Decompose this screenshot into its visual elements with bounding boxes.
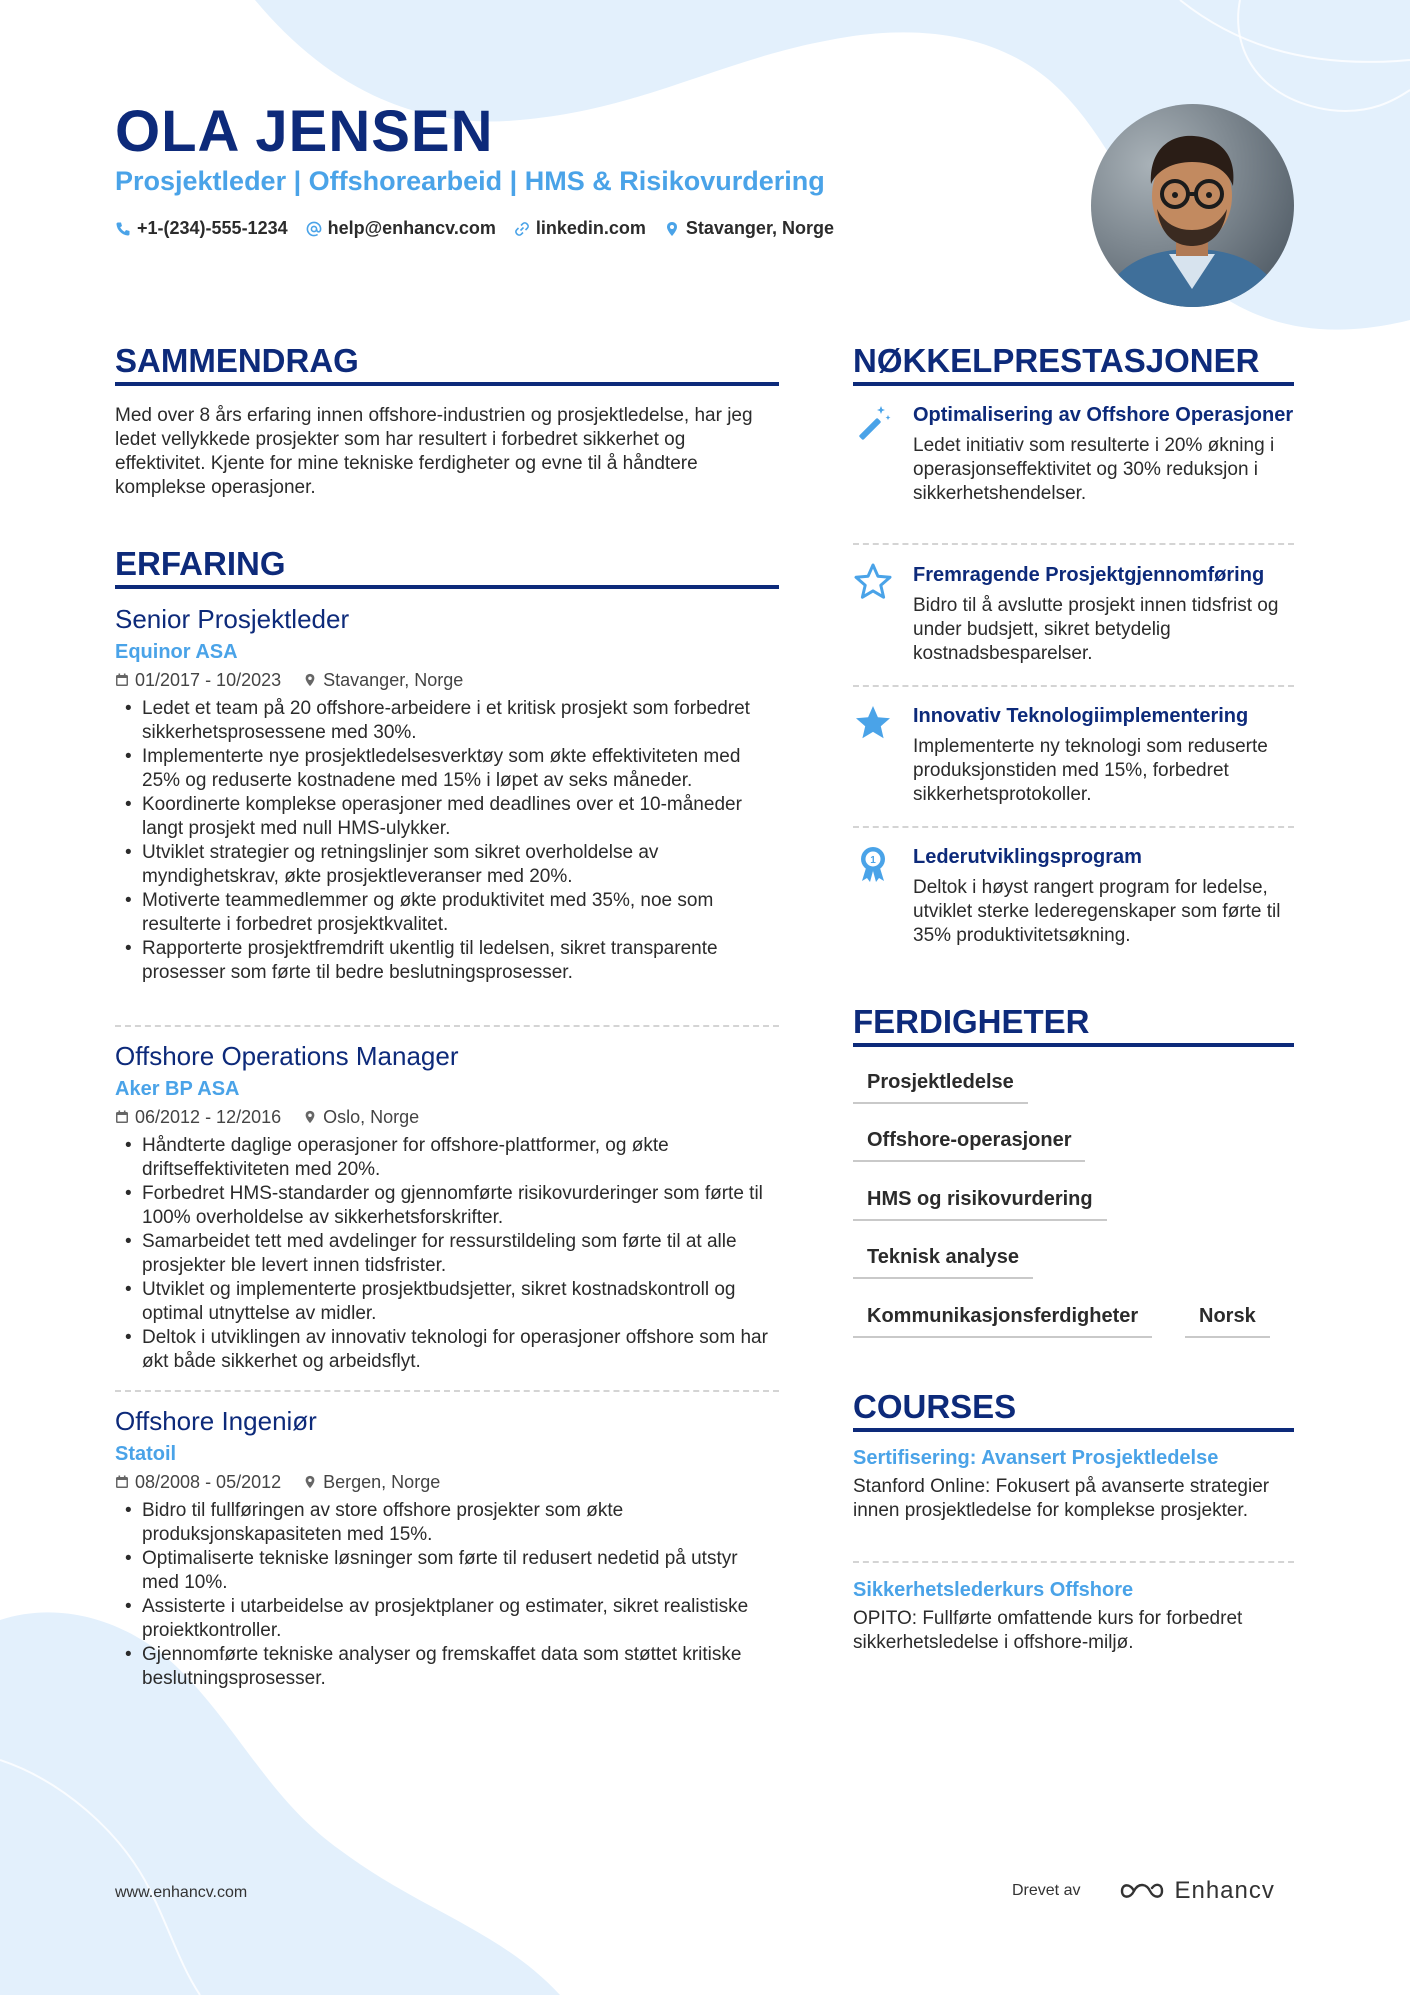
list-item: • Utviklet strategier og retningslinjer som sikret overholdelse av myndighetskrav, økte prosjektleveranser med 20%. [115, 841, 779, 889]
achievement-divider [853, 543, 1294, 545]
list-item: • Ledet et team på 20 offshore-arbeidere i et kritisk prosjekt som forbedret sikkerhetsprosessene med 30%. [115, 697, 779, 745]
job-meta [115, 669, 779, 691]
course-desc: Stanford Online: Fokusert på avanserte strategier innen prosjektledelse for komplekse prosjekter. [853, 1476, 1270, 1521]
course-title: Sertifisering: Avansert Prosjektledelse [853, 1447, 1219, 1469]
job-entry [115, 1405, 779, 1691]
contact-email[interactable] [306, 218, 496, 239]
achievement-divider [853, 826, 1294, 828]
achievement-desc: Implementerte ny teknologi som reduserte produksjonstiden med 15%, forbedret sikkerhetsprotokoller. [913, 736, 1268, 805]
contact-phone[interactable] [115, 218, 288, 239]
svg-text:1: 1 [870, 855, 876, 866]
job-title: Senior Prosjektleder [115, 604, 350, 634]
candidate-name: OLA JENSEN [115, 99, 494, 164]
achievements-heading: NØKKELPRESTASJONER [853, 342, 1294, 386]
job-divider [115, 1390, 779, 1392]
job-dates-text: 06/2012 - 12/2016 [135, 1107, 282, 1127]
skill-tag: Prosjektledelse [853, 1071, 1028, 1104]
achievement-desc: Bidro til å avslutte prosjekt innen tidsfrist og under budsjett, sikret betydelig kostnadsbesparelser. [913, 595, 1279, 664]
achievement-title: Fremragende Prosjektgjennomføring [913, 564, 1265, 586]
job-bullets [115, 1134, 779, 1374]
list-item: • Rapporterte prosjektfremdrift ukentlig til ledelsen, sikret transparente prosesser som førte til bedre beslutningsprosesser. [115, 937, 779, 985]
job-title: Offshore Ingeniør [115, 1406, 317, 1436]
achievement-title: Optimalisering av Offshore Operasjoner [913, 404, 1294, 426]
list-item: • Forbedret HMS-standarder og gjennomførte risikovurderinger som førte til 100% overholdelse av sikkerhetsforskrifter. [115, 1182, 779, 1230]
job-dates [115, 1471, 281, 1493]
achievement-item [853, 402, 1294, 506]
summary-heading: SAMMENDRAG [115, 342, 779, 386]
job-location [303, 669, 463, 691]
achievement-item [853, 562, 1294, 666]
job-location-text: Oslo, Norge [323, 1107, 420, 1127]
star-filled-icon [853, 703, 893, 743]
phone-icon [115, 221, 131, 237]
email-text: help@enhancv.com [327, 218, 496, 238]
phone-text: +1-(234)-555-1234 [137, 218, 288, 238]
contact-info [115, 218, 834, 239]
job-location [303, 1106, 419, 1128]
linkedin-text: linkedin.com [535, 218, 646, 238]
job-entry [115, 1040, 779, 1374]
achievement-title: Innovativ Teknologiimplementering [913, 705, 1249, 727]
award-ribbon-icon [853, 844, 893, 884]
list-item: • Utviklet og implementerte prosjektbudsjetter, sikret kostnadskontroll og optimal utnyttelse av midler. [115, 1278, 779, 1326]
list-item: • Assisterte i utarbeidelse av prosjektplaner og estimater, sikret realistiske proiektkontroller. [115, 1595, 779, 1643]
location-pin-icon [303, 673, 317, 687]
skill-tag: Offshore-operasjoner [853, 1129, 1085, 1162]
profile-photo [1091, 104, 1294, 307]
candidate-subtitle: Prosjektleder | Offshorearbeid | HMS & Risikovurdering [115, 166, 825, 196]
job-meta [115, 1106, 779, 1128]
summary-text: Med over 8 års erfaring innen offshore-industrien og prosjektledelse, har jeg ledet vellykkede prosjekter som har resultert i forbedret sikkerhet og effektivitet. Kjente for mine tekniske ferdigheter og evne til å håndtere komplekse operasjoner. [115, 405, 753, 498]
calendar-icon [115, 1110, 129, 1124]
courses-heading: COURSES [853, 1388, 1294, 1432]
list-item: • Deltok i utviklingen av innovativ teknologi for operasjoner offshore som har økt både sikkerhet og arbeidsflyt. [115, 1326, 779, 1374]
course-item [853, 1577, 1294, 1655]
course-item [853, 1445, 1294, 1523]
location-text: Stavanger, Norge [685, 218, 834, 238]
list-item: • Implementerte nye prosjektledelsesverktøy som økte effektiviteten med 25% og reduserte kostnadene med 15% i løpet av seks måneder. [115, 745, 779, 793]
job-meta [115, 1471, 779, 1493]
achievement-item [853, 703, 1294, 807]
link-icon [514, 221, 530, 237]
calendar-icon [115, 673, 129, 687]
brand-logo[interactable] [1120, 1877, 1274, 1905]
job-company[interactable]: Equinor ASA [115, 641, 238, 663]
job-dates-text: 08/2008 - 05/2012 [135, 1472, 282, 1492]
skills-heading: FERDIGHETER [853, 1003, 1294, 1047]
achievement-desc: Deltok i høyst rangert program for ledelse, utviklet sterke lederegenskaper som førte til 35% produktivitetsøkning. [913, 877, 1281, 946]
list-item: • Motiverte teammedlemmer og økte produktivitet med 35%, noe som resulterte i forbedret prosjektkvalitet. [115, 889, 779, 937]
list-item: • Bidro til fullføringen av store offshore prosjekter som økte produksjonskapasiteten med 15%. [115, 1499, 779, 1547]
achievement-desc: Ledet initiativ som resulterte i 20% økning i operasjonseffektivitet og 30% reduksjon i sikkerhetshendelser. [913, 435, 1275, 504]
skill-tag: Teknisk analyse [853, 1246, 1033, 1279]
location-pin-icon [303, 1110, 317, 1124]
location-pin-icon [664, 221, 680, 237]
brand-name: Enhancv [1174, 1877, 1275, 1904]
at-sign-icon [306, 221, 322, 237]
job-entry [115, 603, 779, 985]
job-bullets [115, 1499, 779, 1691]
course-divider [853, 1561, 1294, 1563]
achievement-title: Lederutviklingsprogram [913, 846, 1142, 868]
enhancv-logo-icon [1120, 1879, 1164, 1903]
calendar-icon [115, 1475, 129, 1489]
job-location-text: Bergen, Norge [323, 1472, 441, 1492]
skill-tag: Norsk [1185, 1305, 1270, 1338]
list-item: • Gjennomførte tekniske analyser og fremskaffet data som støttet kritiske beslutningsprosesser. [115, 1643, 779, 1691]
contact-location [664, 218, 834, 239]
course-desc: OPITO: Fullførte omfattende kurs for forbedret sikkerhetsledelse i offshore-miljø. [853, 1608, 1243, 1653]
job-dates [115, 1106, 281, 1128]
list-item: • Optimaliserte tekniske løsninger som førte til redusert nedetid på utstyr med 10%. [115, 1547, 779, 1595]
skill-tag: HMS og risikovurdering [853, 1188, 1107, 1221]
list-item: • Håndterte daglige operasjoner for offshore-plattformer, og økte driftseffektiviteten med 20%. [115, 1134, 779, 1182]
powered-by-text: Drevet av [1012, 1882, 1081, 1899]
job-bullets [115, 697, 779, 985]
job-dates-text: 01/2017 - 10/2023 [135, 670, 282, 690]
job-dates [115, 669, 281, 691]
list-item: • Koordinerte komplekse operasjoner med deadlines over et 10-måneder langt prosjekt med null HMS-ulykker. [115, 793, 779, 841]
star-outline-icon [853, 562, 893, 602]
job-company[interactable]: Statoil [115, 1443, 177, 1465]
course-title: Sikkerhetslederkurs Offshore [853, 1579, 1134, 1601]
magic-wand-icon [853, 402, 893, 442]
achievement-divider [853, 685, 1294, 687]
job-location-text: Stavanger, Norge [323, 670, 464, 690]
list-item: • Samarbeidet tett med avdelinger for ressurstildeling som førte til at alle prosjekter ble levert innen tidsfrister. [115, 1230, 779, 1278]
contact-linkedin[interactable] [514, 218, 646, 239]
skill-tag: Kommunikasjonsferdigheter [853, 1305, 1152, 1338]
job-title: Offshore Operations Manager [115, 1041, 459, 1071]
footer-website[interactable]: www.enhancv.com [115, 1884, 248, 1901]
footer-branding [1012, 1877, 1275, 1905]
location-pin-icon [303, 1475, 317, 1489]
experience-heading: ERFARING [115, 545, 779, 589]
job-divider [115, 1025, 779, 1027]
job-location [303, 1471, 440, 1493]
achievement-item [853, 844, 1294, 948]
job-company[interactable]: Aker BP ASA [115, 1078, 240, 1100]
